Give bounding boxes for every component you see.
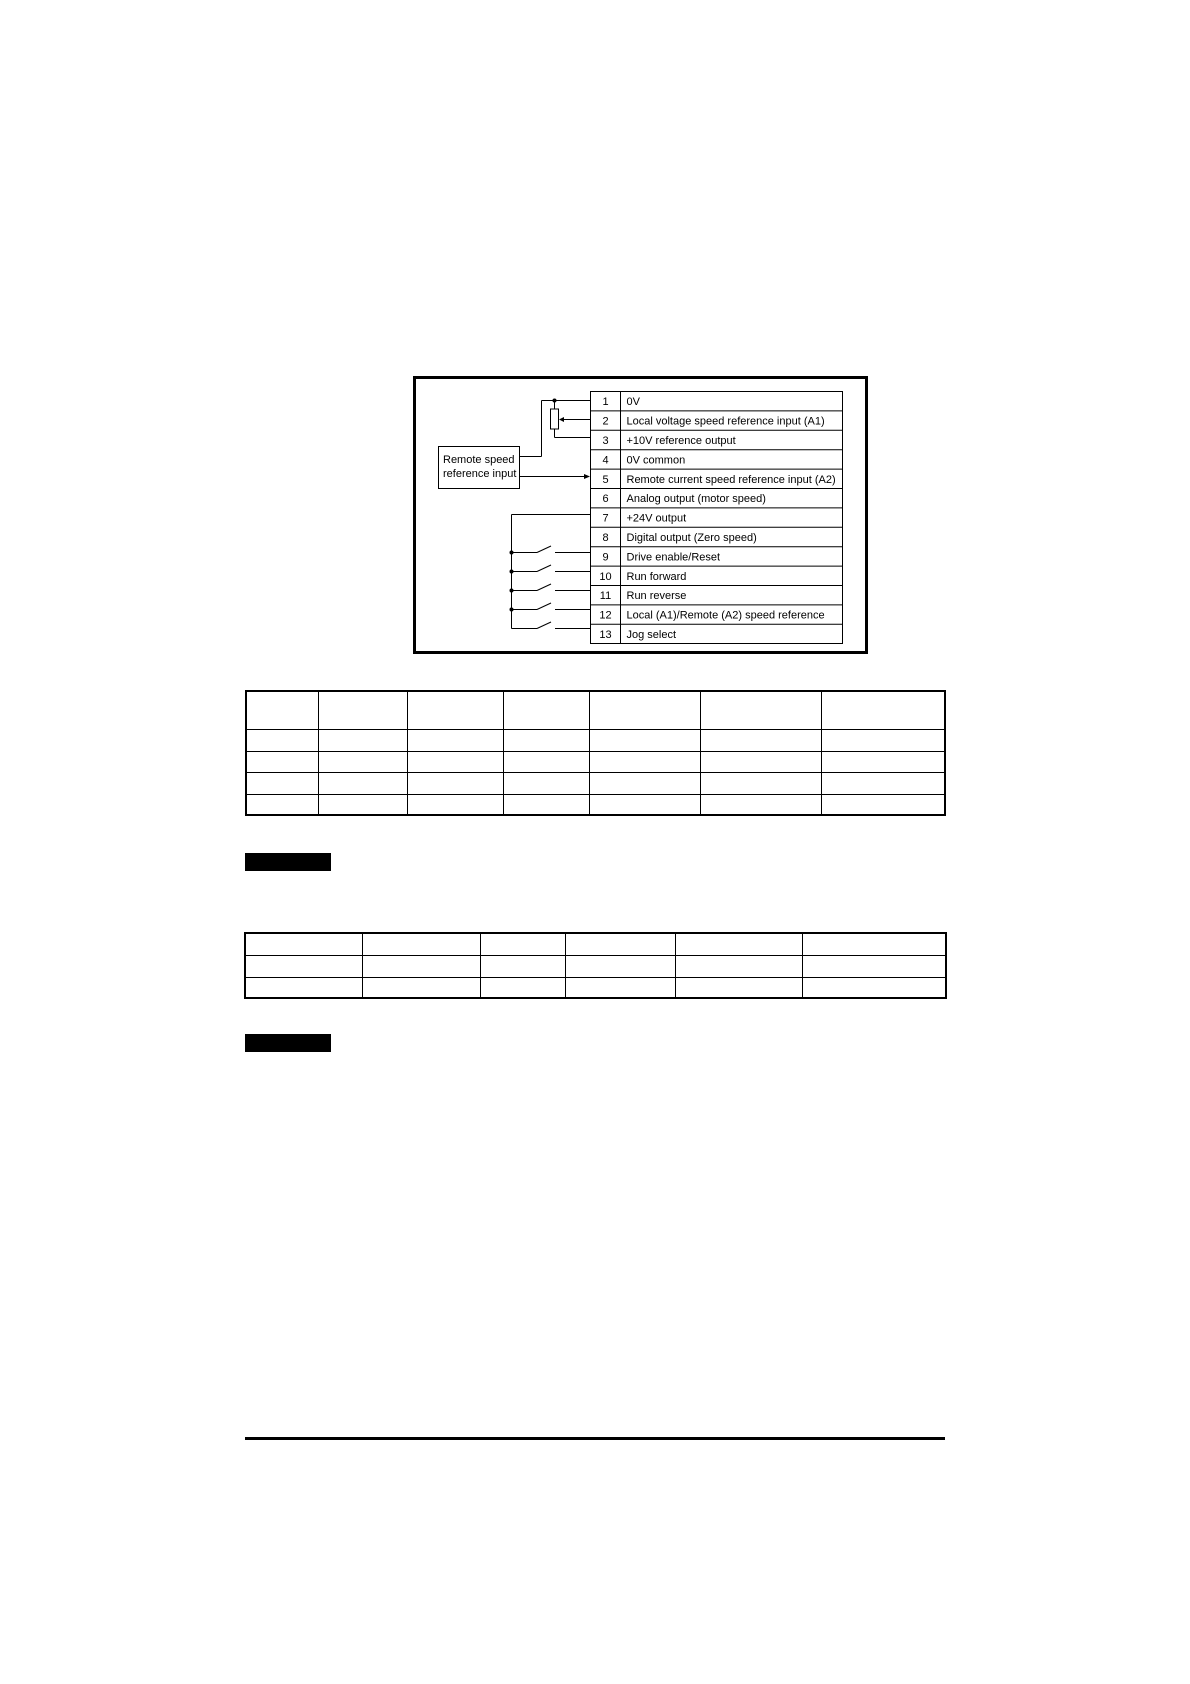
terminal-function-label: Jog select [626,629,677,641]
terminal-number: 10 [599,570,612,583]
terminal-function-label: Drive enable/Reset [626,551,721,564]
terminal-number: 6 [602,493,609,506]
parameter-table-2 [244,932,947,999]
terminal-number: 8 [602,532,609,544]
remote-box-line2: reference input [443,468,517,480]
table-row [245,955,946,977]
footer-rule [245,1437,945,1440]
table-row [245,977,946,998]
remote-speed-reference-box [439,447,520,489]
terminal-function-label: +10V reference output [626,435,736,447]
terminal-number: 7 [602,512,609,525]
terminal-function-label: Digital output (Zero speed) [626,532,757,544]
note-label-block [245,853,331,871]
table-header-row [246,691,945,729]
terminal-function-label: Local voltage speed reference input (A1) [626,415,825,428]
wiper-arrow-icon [559,417,564,422]
terminal-number: 4 [602,454,609,467]
terminal-number: 3 [602,435,609,447]
remote-box-line1: Remote speed [443,454,515,466]
table-row [246,729,945,751]
terminal-number: 12 [599,609,612,622]
terminal-function-label: Local (A1)/Remote (A2) speed reference [626,609,825,622]
terminal-number: 5 [602,473,609,486]
table-row [246,772,945,794]
table-header-row [245,933,946,955]
terminal-number: 11 [599,590,612,603]
terminal-function-label: 0V [626,396,640,409]
terminal-function-label: +24V output [626,512,687,525]
table-row [246,794,945,815]
potentiometer [520,401,591,457]
table-row [246,751,945,772]
terminal-number: 1 [602,396,609,409]
terminal-function-label: 0V common [626,454,686,467]
terminal-number: 13 [599,629,612,641]
caution-label-block [245,1034,331,1052]
terminal-function-label: Remote current speed reference input (A2) [626,473,836,486]
control-terminal-diagram [413,376,868,654]
junction-dot [553,399,557,403]
terminal-number: 9 [602,551,609,564]
signal-arrow-icon [584,474,590,479]
terminal-function-label: Analog output (motor speed) [626,493,766,506]
terminal-function-label: Run forward [626,570,687,583]
parameter-table-1 [245,690,946,816]
digital-input-switches [512,515,591,629]
terminal-number: 2 [602,415,609,428]
terminal-function-label: Run reverse [626,590,687,603]
